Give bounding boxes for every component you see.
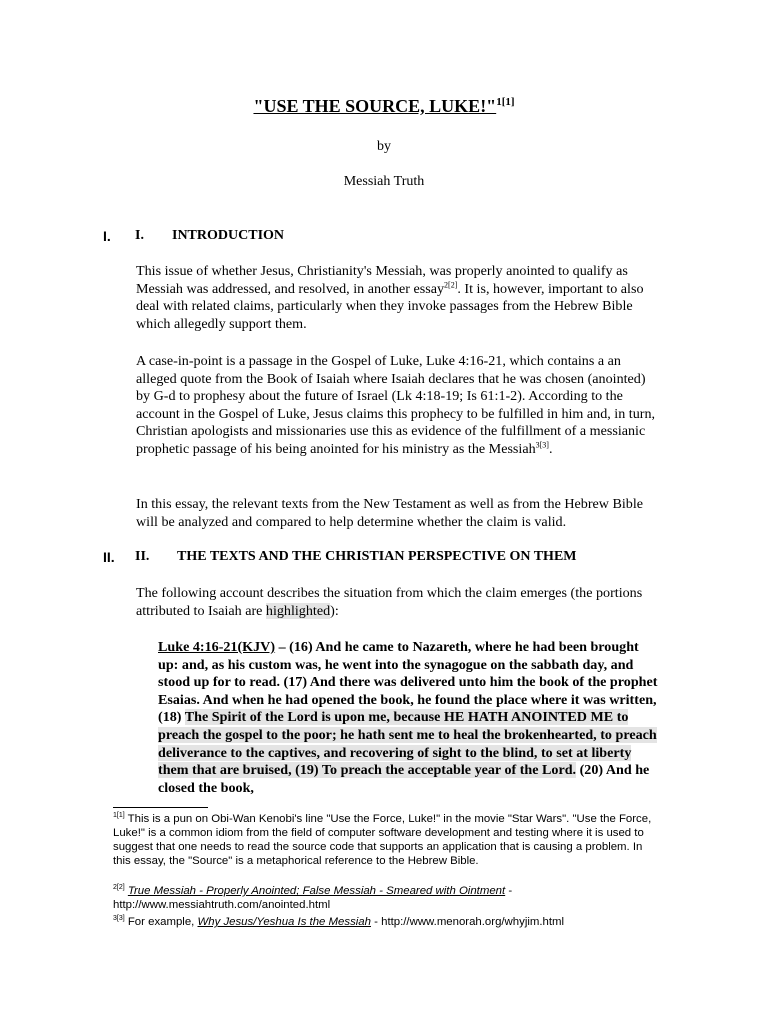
- footnote-ref[interactable]: 2[2]: [444, 279, 458, 289]
- quote-text: – (16) And he came to Nazareth, where he had been brought up: and, as his custom was, he went into the synagogue on the sabbath day, and stood up for to read. (17) And there was delivered unto him the book of the prophet Esaias. And when he had opened the book, he found the place where it was written, (18): [158, 639, 658, 726]
- highlighted-isaiah-passage: The Spirit of the Lord is upon me, because HE HATH ANOINTED ME to preach the gospel to the poor; he hath sent me to heal the brokenhearted, to preach deliverance to the captives, and recovering of sight to the blind, to set at liberty them that are bruised, (19) To preach the acceptable year of the Lord.: [158, 709, 657, 779]
- highlighted-word: highlighted: [265, 602, 331, 619]
- footnote-link[interactable]: True Messiah - Properly Anointed; False Messiah - Smeared with Ointment: [127, 885, 506, 897]
- paragraph: [136, 585, 656, 620]
- footnote-3: [113, 915, 663, 929]
- paragraph-text: This issue of whether Jesus, Christianity's Messiah, was properly anointed to qualify as Messiah was addressed, and resolved, in another essay: [136, 263, 628, 297]
- footnote-1: [113, 812, 663, 868]
- footnote-text: - http://www.menorah.org/whyjim.html: [370, 916, 565, 928]
- footnote-text: This is a pun on Obi-Wan Kenobi's line "Use the Force, Luke!" in the movie "Star Wars". "Use the Force, Luke!" is a common idiom from the field of computer software development and testing where it is used to suggest that one needs to read the source code that supports an application that is causing a problem. In this essay, the "Source" is a metaphorical reference to the Hebrew Bible.: [113, 813, 652, 868]
- footnote-mark: 1[1]: [113, 812, 125, 820]
- paragraph-text: A case-in-point is a passage in the Gospel of Luke, Luke 4:16-21, which contains a an alleged quote from the Book of Isaiah where Isaiah declares that he was chosen (anointed) by G-d to prophesy about the future of Israel (Lk 4:18-19; Is 61:1-2). According to the account in the Gospel of Luke, Jesus claims this prophecy to be fulfilled in him and, in turn, Christian apologists and missionaries use this as evidence of the fulfillment of a messianic prophetic passage of his being anointed for his ministry as the Messiah: [136, 353, 656, 457]
- paragraph-text: . It is, however, important to also deal with related claims, particularly when they invoke passages from the Hebrew Bible which allegedly support them.: [136, 280, 644, 332]
- footnote-text: - http://www.messiahtruth.com/anointed.html: [113, 885, 513, 912]
- paragraph-text: ):: [330, 602, 339, 619]
- section-number-outer: II.: [103, 549, 115, 565]
- section-number-inner: I.: [135, 228, 144, 243]
- section-number-inner: II.: [135, 549, 150, 564]
- section-title: INTRODUCTION: [172, 228, 285, 243]
- paragraph-text: .: [548, 440, 553, 457]
- title-text: "USE THE SOURCE, LUKE!": [253, 96, 497, 116]
- title-footnote-mark[interactable]: 1[1]: [496, 96, 515, 108]
- footnote-mark: 3[3]: [113, 915, 125, 923]
- paragraph-text: The following account describes the situation from which the claim emerges (the portions attributed to Isaiah are: [136, 585, 643, 619]
- scripture-reference: Luke 4:16-21(KJV): [158, 639, 276, 655]
- paragraph: [136, 353, 656, 459]
- footnote-2: [113, 884, 663, 912]
- section-number-outer: I.: [103, 228, 111, 244]
- document-title: [0, 96, 768, 117]
- footnote-divider: [113, 807, 208, 808]
- scripture-quote: [158, 639, 658, 797]
- paragraph: In this essay, the relevant texts from the New Testament as well as from the Hebrew Bible will be analyzed and compared to help determine whether the claim is valid.: [136, 496, 644, 530]
- byline: by: [377, 139, 391, 154]
- author-name: Messiah Truth: [343, 174, 425, 189]
- section-title: THE TEXTS AND THE CHRISTIAN PERSPECTIVE ON THEM: [177, 549, 577, 564]
- footnote-ref[interactable]: 3[3]: [535, 440, 549, 450]
- paragraph: [136, 263, 656, 333]
- footnote-text: For example,: [124, 916, 198, 928]
- footnote-link[interactable]: Why Jesus/Yeshua Is the Messiah: [197, 916, 371, 928]
- footnote-mark: 2[2]: [113, 884, 125, 892]
- quote-text: (20) And he closed the book,: [158, 762, 650, 796]
